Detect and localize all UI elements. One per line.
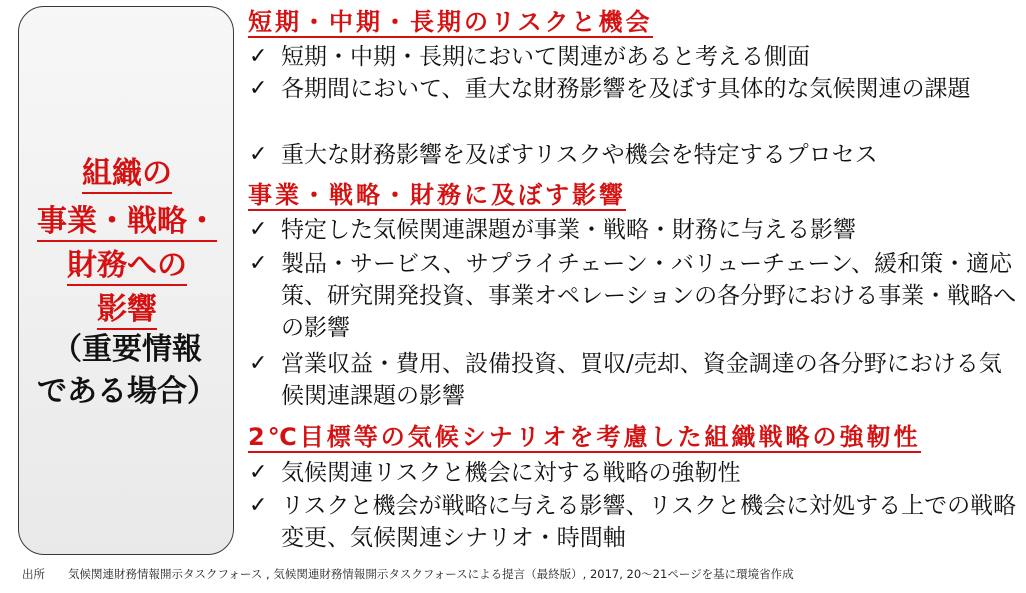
check-icon: ✓ (249, 493, 268, 518)
source-footer (22, 566, 794, 582)
panel-note-line-1: （重要情報 (52, 332, 202, 367)
check-icon: ✓ (249, 351, 268, 376)
check-icon: ✓ (249, 217, 268, 242)
bullet-item: ✓ 気候関連リスクと機会に対する戦略の強靭性 (249, 457, 1017, 489)
bullet-item: ✓ リスクと機会が戦略に与える影響、リスクと機会に対処する上での戦略変更、気候関連シナリオ・時間軸 (249, 490, 1017, 554)
section-heading-risks-opportunities: 短期・中期・長期のリスクと機会 (248, 8, 653, 36)
check-icon: ✓ (249, 76, 268, 101)
check-icon: ✓ (249, 251, 268, 276)
check-icon: ✓ (249, 44, 268, 69)
source-label: 出所 (22, 567, 45, 581)
source-text: 気候関連財務情報開示タスクフォース , 気候関連財務情報開示タスクフォースによる提言（最終版）, 2017, 20～21ページを基に環境省作成 (68, 567, 794, 581)
check-icon: ✓ (249, 460, 268, 485)
panel-title-line-3: 財務への (2, 247, 252, 285)
bullet-item: ✓ 重大な財務影響を及ぼすリスクや機会を特定するプロセス (249, 139, 1017, 171)
check-icon: ✓ (249, 142, 268, 167)
bullet-item: ✓ 各期間において、重大な財務影響を及ぼす具体的な気候関連の課題 (249, 73, 1017, 105)
section-heading-resilience: 2℃目標等の気候シナリオを考慮した組織戦略の強靭性 (248, 423, 921, 451)
bullet-item: ✓ 短期・中期・長期において関連があると考える側面 (249, 41, 1017, 73)
panel-note-line-2: である場合） (37, 374, 217, 409)
bullet-item: ✓ 製品・サービス、サプライチェーン・バリューチェーン、緩和策・適応策、研究開発投資、事業オペレーションの各分野における事業・戦略への影響 (249, 248, 1017, 344)
panel-title-line-2: 事業・戦略・ (2, 203, 252, 241)
left-panel (18, 6, 234, 555)
section-heading-business-impact: 事業・戦略・財務に及ぼす影響 (248, 181, 626, 209)
bullet-item: ✓ 営業収益・費用、設備投資、買収/売却、資金調達の各分野における気候関連課題の影響 (249, 348, 1017, 412)
panel-title-line-1: 組織の (2, 155, 252, 193)
panel-title-line-4: 影響 (2, 291, 252, 329)
bullet-item: ✓ 特定した気候関連課題が事業・戦略・財務に与える影響 (249, 214, 1017, 246)
